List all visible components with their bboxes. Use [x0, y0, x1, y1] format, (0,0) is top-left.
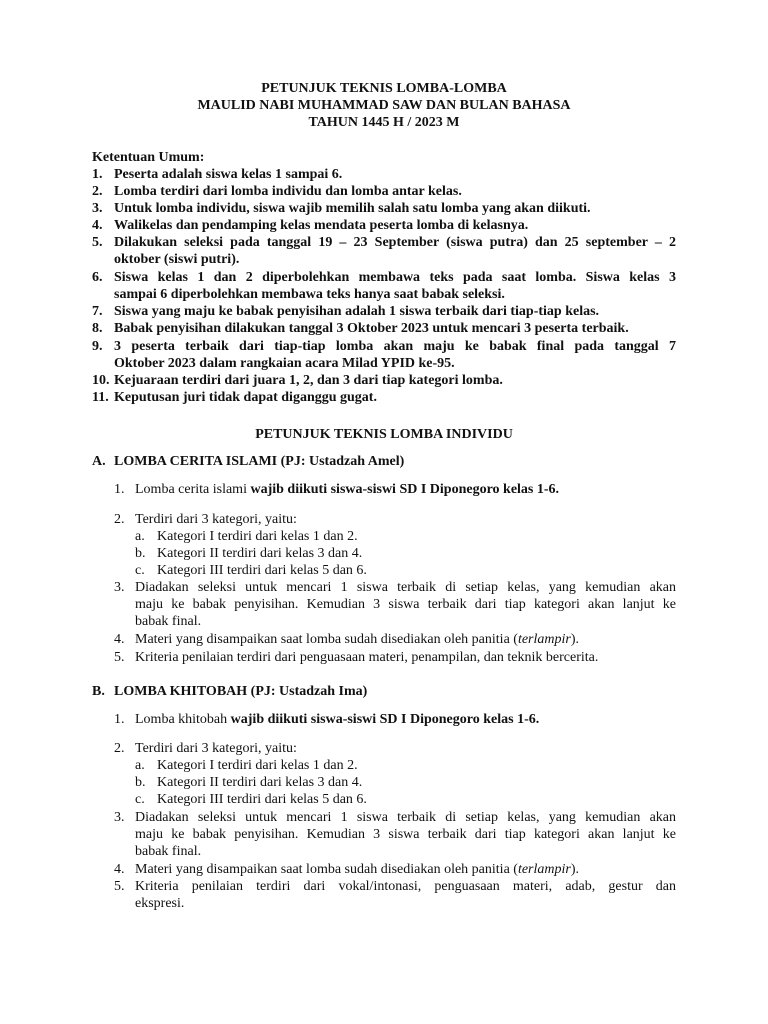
list-number: 7.: [92, 304, 103, 319]
list-number: 1.: [92, 167, 103, 182]
general-item-8: Babak penyisihan dilakukan tanggal 3 Oktober 2023 untuk mencari 3 peserta terbaik.: [114, 321, 629, 336]
section-a-item-3-line-1: Diadakan seleksi untuk mencari 1 siswa terbaik di setiap kelas, yang kemudian akan: [135, 580, 676, 595]
section-a-item-3-line-3: babak final.: [135, 614, 202, 629]
general-item-6-line-1: Siswa kelas 1 dan 2 diperbolehkan membawa teks pada saat lomba. Siswa kelas 3: [114, 270, 676, 285]
general-item-5-line-2: oktober (siswi putri).: [114, 252, 240, 267]
section-b-item-5-line-2: ekspresi.: [135, 896, 185, 911]
list-number: 4.: [114, 862, 125, 877]
general-item-4: Walikelas dan pendamping kelas mendata peserta lomba di kelasnya.: [114, 218, 529, 233]
list-number: 3.: [114, 580, 125, 595]
list-number: 5.: [92, 235, 103, 250]
list-number: 11.: [92, 390, 109, 405]
section-b-category-2: Kategori II terdiri dari kelas 3 dan 4.: [157, 775, 363, 790]
list-number: 4.: [114, 632, 125, 647]
list-number: 5.: [114, 650, 125, 665]
section-b-item-4: [135, 861, 579, 879]
general-item-10: Kejuaraan terdiri dari juara 1, 2, dan 3 dari tiap kategori lomba.: [114, 373, 503, 388]
section-a-category-2: Kategori II terdiri dari kelas 3 dan 4.: [157, 546, 363, 561]
general-item-1: Peserta adalah siswa kelas 1 sampai 6.: [114, 167, 343, 182]
section-a-item-5: Kriteria penilaian terdiri dari penguasaan materi, penampilan, dan teknik bercerita.: [135, 650, 599, 665]
section-b-item-3-line-1: Diadakan seleksi untuk mencari 1 siswa terbaik di setiap kelas, yang kemudian akan: [135, 810, 676, 825]
list-letter: c.: [135, 563, 145, 578]
list-number: 2.: [92, 184, 103, 199]
section-b-title: LOMBA KHITOBAH (PJ: Ustadzah Ima): [114, 684, 368, 699]
list-number: 2.: [114, 741, 125, 756]
list-number: 6.: [92, 270, 103, 285]
list-letter: c.: [135, 792, 145, 807]
general-item-9-line-1: 3 peserta terbaik dari tiap-tiap lomba akan maju ke babak final pada tanggal 7: [114, 339, 676, 354]
section-a-item-2: Terdiri dari 3 kategori, yaitu:: [135, 512, 297, 527]
general-item-2: Lomba terdiri dari lomba individu dan lomba antar kelas.: [114, 184, 462, 199]
section-b-letter: B.: [92, 684, 105, 699]
list-number: 3.: [114, 810, 125, 825]
list-number: 1.: [114, 712, 125, 727]
section-b-item-2: Terdiri dari 3 kategori, yaitu:: [135, 741, 297, 756]
list-number: 9.: [92, 339, 103, 354]
section-a-item-1: [135, 481, 559, 499]
list-number: 3.: [92, 201, 103, 216]
item-text-italic: terlampir: [517, 862, 571, 877]
item-text-bold: wajib diikuti siswa-siswi SD I Diponegoro kelas 1-6.: [250, 482, 560, 497]
list-letter: a.: [135, 529, 145, 544]
item-text: Materi yang disampaikan saat lomba sudah disediakan oleh panitia (: [135, 632, 518, 647]
section-b-item-5-line-1: Kriteria penilaian terdiri dari vokal/intonasi, penguasaan materi, adab, gestur dan: [135, 879, 676, 894]
general-item-6-line-2: sampai 6 diperbolehkan membawa teks hanya saat babak seleksi.: [114, 287, 505, 302]
general-item-5-line-1: Dilakukan seleksi pada tanggal 19 – 23 September (siswa putra) dan 25 september – 2: [114, 235, 676, 250]
general-item-11: Keputusan juri tidak dapat diganggu gugat.: [114, 390, 377, 405]
section-a-title: LOMBA CERITA ISLAMI (PJ: Ustadzah Amel): [114, 454, 405, 469]
list-number: 10.: [92, 373, 110, 388]
item-text-italic: terlampir: [517, 632, 571, 647]
item-text: ).: [570, 862, 580, 877]
item-text: Lomba khitobah: [135, 712, 231, 727]
list-letter: a.: [135, 758, 145, 773]
section-b-category-1: Kategori I terdiri dari kelas 1 dan 2.: [157, 758, 358, 773]
list-number: 4.: [92, 218, 103, 233]
item-text-bold: wajib diikuti siswa-siswi SD I Diponegoro kelas 1-6.: [230, 712, 540, 727]
general-heading: Ketentuan Umum:: [92, 150, 205, 165]
list-number: 5.: [114, 879, 125, 894]
doc-title-line-3: TAHUN 1445 H / 2023 M: [308, 115, 460, 130]
item-text: Materi yang disampaikan saat lomba sudah disediakan oleh panitia (: [135, 862, 518, 877]
list-number: 2.: [114, 512, 125, 527]
doc-title-line-2: MAULID NABI MUHAMMAD SAW DAN BULAN BAHASA: [197, 98, 571, 113]
section-a-item-3-line-2: maju ke babak penyisihan. Kemudian 3 siswa terbaik dari tiap kategori akan lanjut ke: [135, 597, 676, 612]
individual-heading: PETUNJUK TEKNIS LOMBA INDIVIDU: [255, 427, 513, 442]
section-b-item-3-line-3: babak final.: [135, 844, 202, 859]
general-item-9-line-2: Oktober 2023 dalam rangkaian acara Milad YPID ke-95.: [114, 356, 455, 371]
section-b-item-1: [135, 711, 539, 729]
list-number: 8.: [92, 321, 103, 336]
item-text: ).: [570, 632, 580, 647]
general-item-3: Untuk lomba individu, siswa wajib memilih salah satu lomba yang akan diikuti.: [114, 201, 591, 216]
doc-title-line-1: PETUNJUK TEKNIS LOMBA-LOMBA: [261, 81, 507, 96]
section-a-category-1: Kategori I terdiri dari kelas 1 dan 2.: [157, 529, 358, 544]
list-letter: b.: [135, 775, 146, 790]
section-b-item-3-line-2: maju ke babak penyisihan. Kemudian 3 siswa terbaik dari tiap kategori akan lanjut ke: [135, 827, 676, 842]
general-item-7: Siswa yang maju ke babak penyisihan adalah 1 siswa terbaik dari tiap-tiap kelas.: [114, 304, 600, 319]
list-number: 1.: [114, 482, 125, 497]
section-b-category-3: Kategori III terdiri dari kelas 5 dan 6.: [157, 792, 367, 807]
list-letter: b.: [135, 546, 146, 561]
section-a-category-3: Kategori III terdiri dari kelas 5 dan 6.: [157, 563, 367, 578]
item-text: Lomba cerita islami: [135, 482, 251, 497]
section-a-letter: A.: [92, 454, 106, 469]
section-a-item-4: [135, 631, 579, 649]
